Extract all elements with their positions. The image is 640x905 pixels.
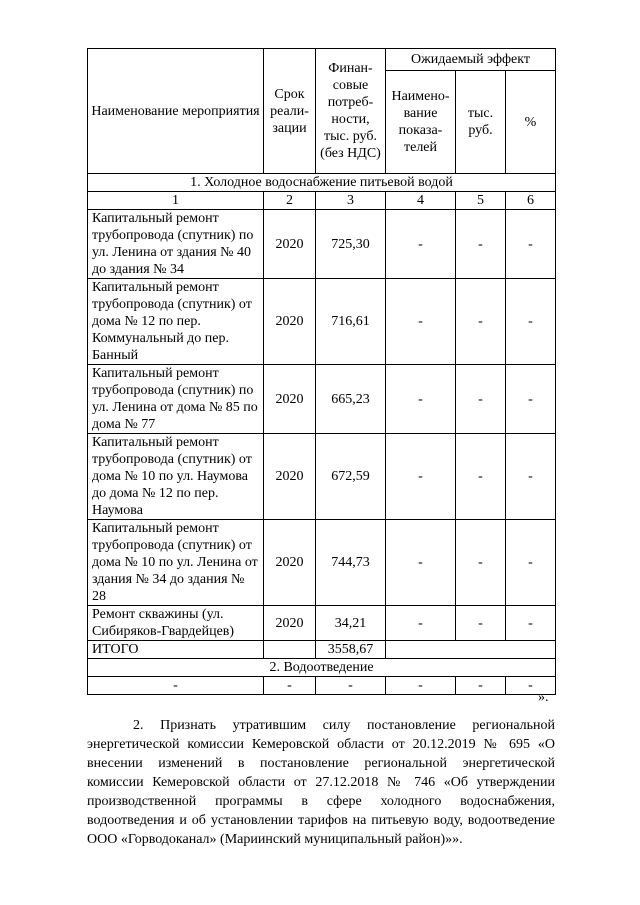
wastewater-cell: - xyxy=(88,677,264,695)
total-label: ИТОГО xyxy=(88,641,264,659)
row-year: 2020 xyxy=(264,434,316,520)
total-row xyxy=(88,641,556,659)
table-row xyxy=(88,365,556,434)
row-thousand: - xyxy=(456,434,506,520)
total-empty xyxy=(386,641,556,659)
header-percent: % xyxy=(506,71,556,174)
table-row xyxy=(88,434,556,520)
row-thousand: - xyxy=(456,365,506,434)
row-percent: - xyxy=(506,520,556,606)
row-indicator: - xyxy=(386,606,456,641)
row-thousand: - xyxy=(456,279,506,365)
row-thousand: - xyxy=(456,520,506,606)
col-number: 6 xyxy=(506,192,556,210)
table-row xyxy=(88,520,556,606)
row-indicator: - xyxy=(386,520,456,606)
row-name: Капитальный ремонт трубопровода (спутник) по ул. Ленина от здания № 40 до здания № 34 xyxy=(88,210,264,279)
column-numbers-row xyxy=(88,192,556,210)
row-amount: 665,23 xyxy=(316,365,386,434)
paragraph-number: 2. xyxy=(133,718,144,733)
header-term: Срок реали-зации xyxy=(264,49,316,174)
paragraph-text: Признать утратившим силу постановление региональной энергетической комиссии Кемеровской области от 20.12.2019 № 695 «О внесении изменений в постановление региональной энергетической комиссии Кемеровской области от 27.12.2018 № 746 «Об утверждении производственной программы в сфере холодного водоснабжения, водоотведения и об установлении тарифов на питьевую воду, водоотведение ООО «Горводоканал» (Мариинский муниципальный район)»». xyxy=(87,718,556,847)
row-indicator: - xyxy=(386,434,456,520)
row-indicator: - xyxy=(386,210,456,279)
total-empty xyxy=(264,641,316,659)
row-year: 2020 xyxy=(264,210,316,279)
header-finance: Финан-совые потреб-ности, тыс. руб. (без НДС) xyxy=(316,49,386,174)
section-wastewater: 2. Водоотведение xyxy=(88,659,556,677)
table-row xyxy=(88,606,556,641)
col-number: 3 xyxy=(316,192,386,210)
row-thousand: - xyxy=(456,606,506,641)
row-amount: 672,59 xyxy=(316,434,386,520)
row-amount: 744,73 xyxy=(316,520,386,606)
header-name: Наименование мероприятия xyxy=(88,49,264,174)
row-name: Капитальный ремонт трубопровода (спутник) от дома № 12 по пер. Коммунальный до пер. Банный xyxy=(88,279,264,365)
row-percent: - xyxy=(506,279,556,365)
header-effect: Ожидаемый эффект xyxy=(386,49,556,71)
row-percent: - xyxy=(506,434,556,520)
header-thousand: тыс. руб. xyxy=(456,71,506,174)
row-year: 2020 xyxy=(264,606,316,641)
row-year: 2020 xyxy=(264,279,316,365)
wastewater-cell: - xyxy=(386,677,456,695)
row-amount: 725,30 xyxy=(316,210,386,279)
row-amount: 716,61 xyxy=(316,279,386,365)
wastewater-cell: - xyxy=(316,677,386,695)
row-amount: 34,21 xyxy=(316,606,386,641)
table-row xyxy=(88,279,556,365)
wastewater-row xyxy=(88,677,556,695)
col-number: 1 xyxy=(88,192,264,210)
row-name: Капитальный ремонт трубопровода (спутник) по ул. Ленина от дома № 85 по дома № 77 xyxy=(88,365,264,434)
section-cold-water: 1. Холодное водоснабжение питьевой водой xyxy=(88,174,556,192)
row-indicator: - xyxy=(386,365,456,434)
row-name: Ремонт скважины (ул. Сибиряков-Гвардейцев) xyxy=(88,606,264,641)
total-value: 3558,67 xyxy=(316,641,386,659)
col-number: 5 xyxy=(456,192,506,210)
row-name: Капитальный ремонт трубопровода (спутник) от дома № 10 по ул. Ленина от здания № 34 до здания № 28 xyxy=(88,520,264,606)
paragraph-2 xyxy=(87,716,555,849)
wastewater-cell: - xyxy=(506,677,556,695)
row-indicator: - xyxy=(386,279,456,365)
col-number: 4 xyxy=(386,192,456,210)
header-indicator: Наимено-вание показа-телей xyxy=(386,71,456,174)
row-percent: - xyxy=(506,210,556,279)
row-name: Капитальный ремонт трубопровода (спутник) от дома № 10 по ул. Наумова до дома № 12 по пер. Наумова xyxy=(88,434,264,520)
table-row xyxy=(88,210,556,279)
col-number: 2 xyxy=(264,192,316,210)
investment-table xyxy=(87,48,556,695)
row-percent: - xyxy=(506,365,556,434)
row-year: 2020 xyxy=(264,365,316,434)
row-thousand: - xyxy=(456,210,506,279)
row-percent: - xyxy=(506,606,556,641)
wastewater-cell: - xyxy=(264,677,316,695)
row-year: 2020 xyxy=(264,520,316,606)
closing-quote: ». xyxy=(538,690,549,705)
wastewater-cell: - xyxy=(456,677,506,695)
